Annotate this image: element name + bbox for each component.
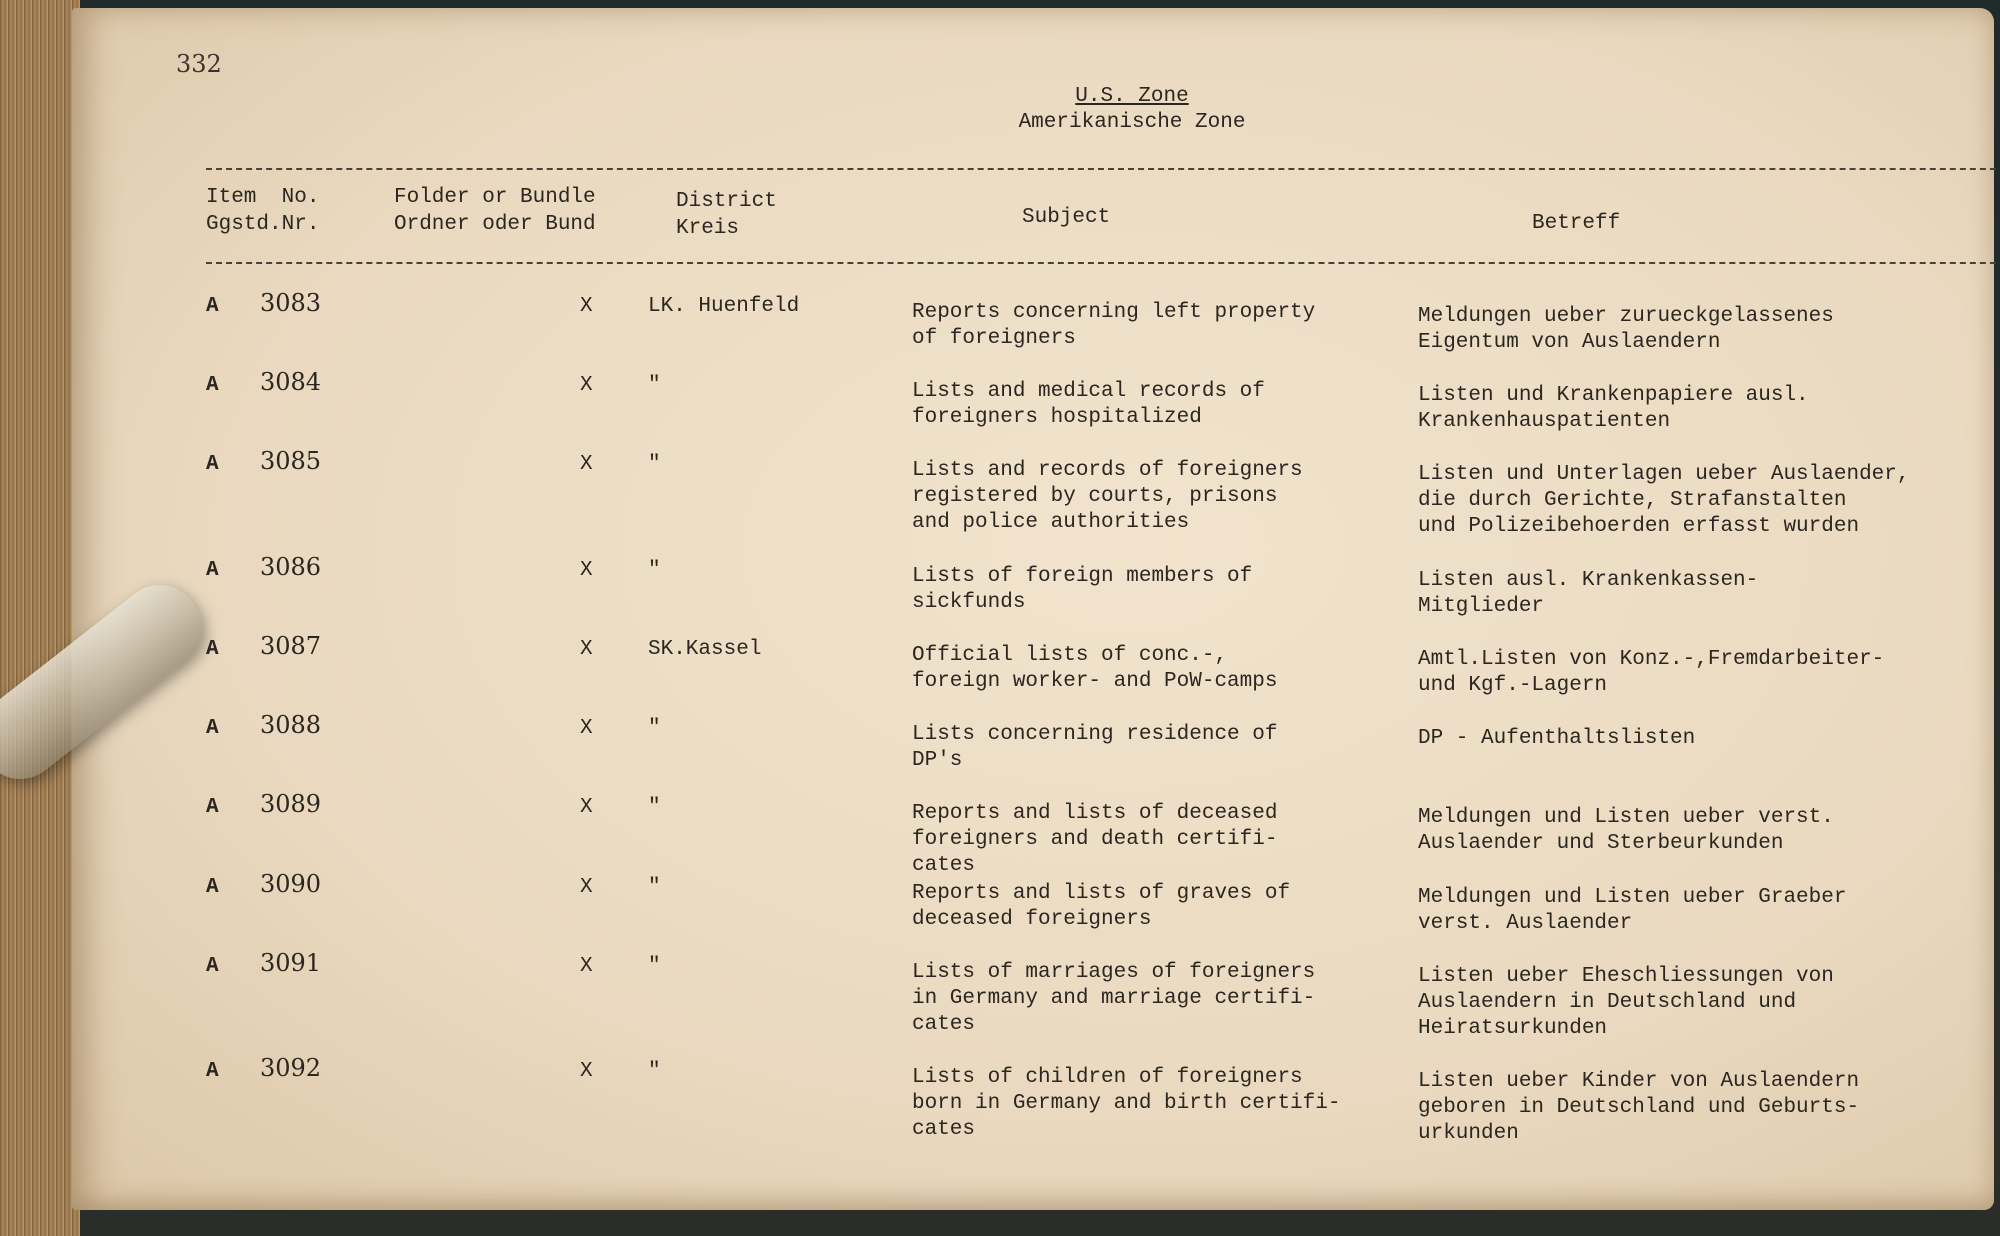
subject-text: Lists and medical records of foreigners hospitalized (912, 380, 1265, 429)
column-header-item: Item No. Ggstd.Nr. (206, 186, 320, 236)
folder-mark: X (580, 796, 593, 819)
column-header-betreff: Betreff (1532, 212, 1621, 235)
header-bottom-rule (206, 262, 2000, 264)
item-number: 3085 (260, 447, 322, 475)
heading-english: U.S. Zone (1075, 85, 1189, 108)
table-row (72, 632, 1994, 697)
district-value: " (648, 717, 661, 740)
column-header-subject: Subject (1022, 206, 1111, 229)
subject-text: Lists of children of foreigners born in Germany and birth certifi- cates (912, 1066, 1341, 1141)
subject-text: Official lists of conc.-, foreign worker- and PoW-camps (912, 644, 1278, 693)
item-number: 3084 (260, 368, 322, 396)
betreff-text: Listen ueber Kinder von Auslaendern geboren in Deutschland und Geburts- urkunden (1418, 1070, 1860, 1145)
subject-text: Lists concerning residence of DP's (912, 723, 1278, 772)
betreff-text: Listen ueber Eheschliessungen von Auslaendern in Deutschland und Heiratsurkunden (1418, 965, 1834, 1040)
table-row (72, 790, 1994, 877)
district-value: " (648, 1060, 661, 1083)
item-letter: A (206, 638, 219, 661)
item-letter: A (206, 955, 219, 978)
column-header-district: District Kreis (676, 190, 777, 240)
folder-mark: X (580, 876, 593, 899)
folder-mark: X (580, 453, 593, 476)
district-value: " (648, 559, 661, 582)
betreff-text: Meldungen und Listen ueber verst. Auslaender und Sterbeurkunden (1418, 806, 1834, 855)
item-number: 3091 (260, 949, 322, 977)
column-header-folder: Folder or Bundle Ordner oder Bund (394, 186, 596, 236)
book-page-edges (0, 0, 80, 1236)
folder-mark: X (580, 295, 593, 318)
item-number: 3092 (260, 1054, 322, 1082)
item-letter: A (206, 717, 219, 740)
item-number: 3086 (260, 553, 322, 581)
district-value: " (648, 796, 661, 819)
table-row (72, 447, 1994, 538)
item-letter: A (206, 1060, 219, 1083)
table-row (72, 870, 1994, 935)
betreff-text: Amtl.Listen von Konz.-,Fremdarbeiter- und Kgf.-Lagern (1418, 648, 1885, 697)
item-number: 3090 (260, 870, 322, 898)
item-number: 3087 (260, 632, 322, 660)
table-row (72, 553, 1994, 618)
subject-text: Reports concerning left property of foreigners (912, 301, 1316, 350)
item-letter: A (206, 453, 219, 476)
heading-german: Amerikanische Zone (1018, 111, 1246, 134)
item-letter: A (206, 876, 219, 899)
district-value: LK. Huenfeld (648, 295, 800, 318)
betreff-text: DP - Aufenthaltslisten (1418, 727, 1696, 750)
header-top-rule (206, 168, 2000, 170)
subject-text: Lists of marriages of foreigners in Germany and marriage certifi- cates (912, 961, 1316, 1036)
table-row (72, 368, 1994, 433)
betreff-text: Listen und Unterlagen ueber Auslaender, die durch Gerichte, Strafanstalten und Polizeibehoerden erfasst wurden (1418, 463, 1910, 538)
item-letter: A (206, 295, 219, 318)
district-value: " (648, 955, 661, 978)
item-number: 3083 (260, 289, 322, 317)
item-letter: A (206, 796, 219, 819)
subject-text: Lists of foreign members of sickfunds (912, 565, 1253, 614)
subject-text: Lists and records of foreigners registered by courts, prisons and police authorities (912, 459, 1303, 534)
table-row (72, 289, 1994, 354)
item-letter: A (206, 374, 219, 397)
district-value: " (648, 876, 661, 899)
subject-text: Reports and lists of deceased foreigners and death certifi- cates (912, 802, 1278, 877)
subject-text: Reports and lists of graves of deceased foreigners (912, 882, 1291, 931)
folder-mark: X (580, 717, 593, 740)
item-number: 3088 (260, 711, 322, 739)
table-row (72, 1054, 1994, 1145)
document-page (72, 8, 1994, 1210)
betreff-text: Meldungen ueber zurueckgelassenes Eigentum von Auslaendern (1418, 305, 1834, 354)
item-letter: A (206, 559, 219, 582)
table-row (72, 711, 1994, 772)
district-value: " (648, 374, 661, 397)
folder-mark: X (580, 955, 593, 978)
folder-mark: X (580, 1060, 593, 1083)
folder-mark: X (580, 374, 593, 397)
page-number: 332 (176, 50, 222, 78)
folder-mark: X (580, 559, 593, 582)
betreff-text: Meldungen und Listen ueber Graeber verst. Auslaender (1418, 886, 1847, 935)
district-value: " (648, 453, 661, 476)
item-number: 3089 (260, 790, 322, 818)
betreff-text: Listen ausl. Krankenkassen- Mitglieder (1418, 569, 1759, 618)
betreff-text: Listen und Krankenpapiere ausl. Krankenhauspatienten (1418, 384, 1809, 433)
page-heading (912, 84, 1352, 136)
table-row (72, 949, 1994, 1040)
district-value: SK.Kassel (648, 638, 762, 661)
folder-mark: X (580, 638, 593, 661)
